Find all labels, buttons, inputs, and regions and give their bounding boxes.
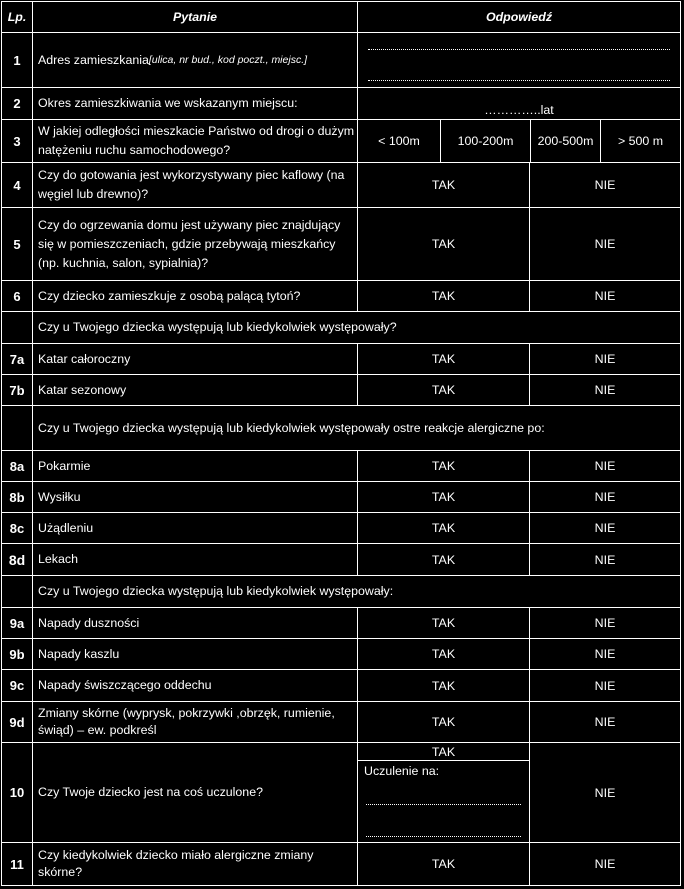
- yes-option[interactable]: TAK: [357, 207, 530, 281]
- question-drugs: Lekach: [32, 543, 358, 576]
- section-heading-7: Czy u Twojego dziecka występują lub kiedykolwiek występowały?: [32, 311, 681, 344]
- question-tile-stove: Czy do gotowania jest wykorzystywany piec kaflowy (na węgiel lub drewno)?: [32, 162, 358, 208]
- no-option[interactable]: NIE: [529, 481, 681, 513]
- no-option[interactable]: NIE: [529, 512, 681, 544]
- header-lp: Lp.: [1, 1, 33, 33]
- row-number: 4: [1, 162, 33, 208]
- no-option[interactable]: NIE: [529, 374, 681, 406]
- question-seasonal-rhinitis: Katar sezonowy: [32, 374, 358, 406]
- question-cough: Napady kaszlu: [32, 638, 358, 670]
- question-address: [32, 32, 358, 88]
- yes-option[interactable]: TAK: [357, 543, 530, 576]
- row-number: 8d: [1, 543, 33, 576]
- distance-option-200-500[interactable]: 200-500m: [530, 119, 601, 163]
- allergy-details-field[interactable]: [357, 760, 530, 843]
- residence-years-field[interactable]: …………..lat: [357, 87, 681, 120]
- no-option[interactable]: NIE: [529, 207, 681, 281]
- row-number: 7b: [1, 374, 33, 406]
- no-option[interactable]: NIE: [529, 842, 681, 886]
- row-number: 6: [1, 280, 33, 312]
- no-option[interactable]: NIE: [529, 162, 681, 208]
- yes-option[interactable]: TAK: [357, 280, 530, 312]
- row-number: 5: [1, 207, 33, 281]
- row-number: 7a: [1, 343, 33, 375]
- question-sting: Użądleniu: [32, 512, 358, 544]
- yes-option[interactable]: TAK: [357, 374, 530, 406]
- row-number: 9c: [1, 669, 33, 702]
- address-hint: [ulica, nr bud., kod poczt., miejsc.]: [148, 53, 308, 66]
- section-heading-9: Czy u Twojego dziecka występują lub kiedykolwiek występowały:: [32, 575, 681, 608]
- allergy-label: Uczulenie na:: [364, 764, 440, 778]
- no-option[interactable]: NIE: [529, 742, 681, 843]
- question-residence-period: Okres zamieszkiwania we wskazanym miejscu:: [32, 87, 358, 120]
- question-skin-changes: Zmiany skórne (wyprysk, pokrzywki ,obrzęk, rumienie, świąd) – ew. podkreśl: [32, 701, 358, 743]
- row-number: 8b: [1, 481, 33, 513]
- no-option[interactable]: NIE: [529, 280, 681, 312]
- section-heading-8: Czy u Twojego dziecka występują lub kiedykolwiek występowały ostre reakcje alergiczne po:: [32, 405, 681, 451]
- distance-option-100-200[interactable]: 100-200m: [440, 119, 531, 163]
- blank-number-cell: [1, 311, 33, 344]
- no-option[interactable]: NIE: [529, 343, 681, 375]
- question-allergy: Czy Twoje dziecko jest na coś uczulone?: [32, 742, 358, 843]
- header-odpowiedz: Odpowiedź: [357, 1, 681, 33]
- yes-option[interactable]: TAK: [357, 481, 530, 513]
- row-number: 3: [1, 119, 33, 163]
- no-option[interactable]: NIE: [529, 669, 681, 702]
- yes-option[interactable]: TAK: [357, 512, 530, 544]
- row-number: 8a: [1, 450, 33, 482]
- distance-option-lt100[interactable]: < 100m: [357, 119, 441, 163]
- yes-option[interactable]: TAK: [357, 669, 530, 702]
- question-allergic-skin: Czy kiedykolwiek dziecko miało alergiczne zmiany skórne?: [32, 842, 358, 886]
- row-number: 8c: [1, 512, 33, 544]
- question-wheezing: Napady świszczącego oddechu: [32, 669, 358, 702]
- blank-number-cell: [1, 575, 33, 608]
- blank-number-cell: [1, 405, 33, 451]
- no-option[interactable]: NIE: [529, 607, 681, 639]
- no-option[interactable]: NIE: [529, 638, 681, 670]
- yes-option[interactable]: TAK: [357, 450, 530, 482]
- yes-option[interactable]: TAK: [357, 343, 530, 375]
- question-heating-stove: Czy do ogrzewania domu jest używany piec znajdujący się w pomieszczeniach, gdzie przebywają mieszkańcy (np. kuchnia, salon, sypialnia)?: [32, 207, 358, 281]
- question-perennial-rhinitis: Katar całoroczny: [32, 343, 358, 375]
- row-number: 10: [1, 742, 33, 843]
- row-number: 11: [1, 842, 33, 886]
- dotted-line: [368, 80, 670, 81]
- row-number: 9a: [1, 607, 33, 639]
- question-road-distance: W jakiej odległości mieszkacie Państwo od drogi o dużym natężeniu ruchu samochodowego?: [32, 119, 358, 163]
- dotted-line: [366, 804, 521, 805]
- yes-option[interactable]: TAK: [357, 701, 530, 743]
- question-exercise: Wysiłku: [32, 481, 358, 513]
- yes-option[interactable]: TAK: [357, 162, 530, 208]
- yes-option[interactable]: TAK: [357, 638, 530, 670]
- row-number: 9d: [1, 701, 33, 743]
- row-number: 1: [1, 32, 33, 88]
- dotted-line: [366, 836, 521, 837]
- header-pytanie: Pytanie: [32, 1, 358, 33]
- yes-option[interactable]: TAK: [357, 742, 530, 761]
- row-number: 9b: [1, 638, 33, 670]
- yes-option[interactable]: TAK: [357, 607, 530, 639]
- distance-option-gt500[interactable]: > 500 m: [600, 119, 681, 163]
- address-answer-field[interactable]: [357, 32, 681, 88]
- no-option[interactable]: NIE: [529, 450, 681, 482]
- question-smoker: Czy dziecko zamieszkuje z osobą palącą tytoń?: [32, 280, 358, 312]
- yes-option[interactable]: TAK: [357, 842, 530, 886]
- row-number: 2: [1, 87, 33, 120]
- question-text: Adres zamieszkania: [38, 52, 149, 67]
- dotted-line: [368, 49, 670, 50]
- no-option[interactable]: NIE: [529, 701, 681, 743]
- no-option[interactable]: NIE: [529, 543, 681, 576]
- question-dyspnea: Napady duszności: [32, 607, 358, 639]
- question-food: Pokarmie: [32, 450, 358, 482]
